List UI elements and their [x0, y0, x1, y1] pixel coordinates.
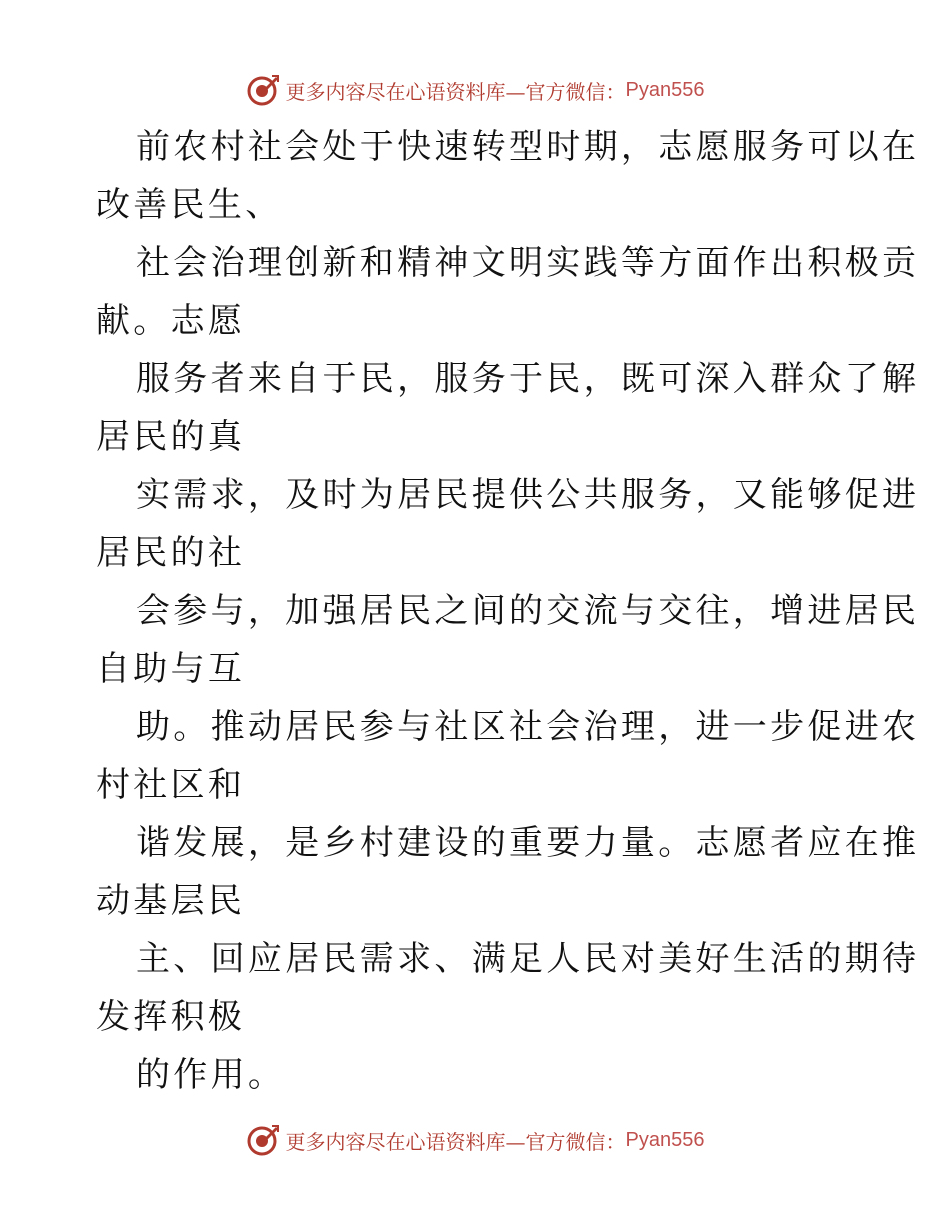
text-line-2 [96, 234, 920, 350]
text-line-5 [96, 582, 920, 698]
line-tail: 改善民生、 [96, 185, 283, 225]
line-lead: 主、回应居民需求、满足人民对美好生活的期待 [136, 939, 920, 979]
body-text [96, 118, 920, 1104]
line-lead: 服务者来自于民，服务于民，既可深入群众了解 [136, 359, 920, 399]
text-line-3 [96, 350, 920, 466]
line-tail: 村社区和 [96, 765, 246, 805]
line-lead: 的作用。 [136, 1055, 286, 1095]
text-line-9 [96, 1046, 856, 1104]
header-banner-text: 更多内容尽在心语资料库—官方微信： [285, 79, 626, 104]
footer-banner [0, 1120, 950, 1160]
header-banner [0, 70, 950, 110]
text-line-8 [96, 930, 920, 1046]
line-lead: 会参与，加强居民之间的交流与交往，增进居民 [136, 591, 920, 631]
line-lead: 谐发展，是乡村建设的重要力量。志愿者应在推 [136, 823, 920, 863]
line-tail: 居民的真 [96, 417, 246, 457]
pen-nib-logo-icon [246, 73, 280, 107]
footer-banner-contact: Pyan556 [625, 1128, 705, 1151]
line-tail: 动基层民 [96, 881, 246, 921]
footer-banner-text: 更多内容尽在心语资料库—官方微信： [285, 1129, 626, 1154]
text-line-4 [96, 466, 920, 582]
line-lead: 社会治理创新和精神文明实践等方面作出积极贡 [136, 243, 920, 283]
pen-nib-logo-icon [246, 1123, 280, 1157]
text-line-1 [96, 118, 920, 234]
header-banner-contact: Pyan556 [625, 78, 705, 101]
line-tail: 居民的社 [96, 533, 246, 573]
line-lead: 助。推动居民参与社区社会治理，进一步促进农 [136, 707, 920, 747]
line-lead: 前农村社会处于快速转型时期，志愿服务可以在 [136, 127, 920, 167]
text-line-6 [96, 698, 920, 814]
line-tail: 自助与互 [96, 649, 246, 689]
line-tail: 发挥积极 [96, 997, 246, 1037]
text-line-7 [96, 814, 920, 930]
line-tail: 献。志愿 [96, 301, 246, 341]
line-lead: 实需求，及时为居民提供公共服务，又能够促进 [136, 475, 920, 515]
